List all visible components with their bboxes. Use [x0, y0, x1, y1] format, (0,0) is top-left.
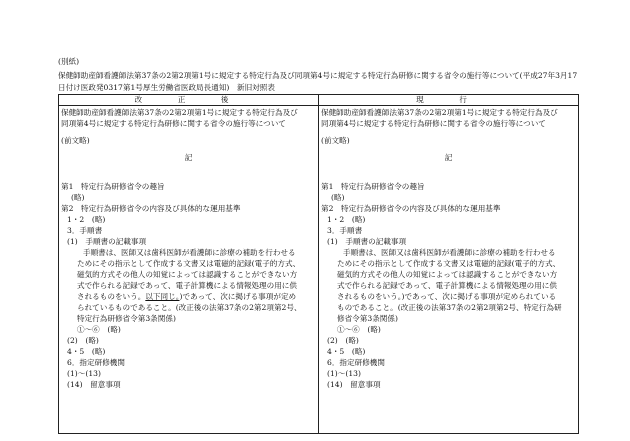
before-item-3: 3．手順書 [327, 226, 363, 235]
before-para-line-5: されるものをいう。)であって、次に掲げる事項が定められている [337, 292, 557, 301]
after-item-4-5: 4・5 (略) [67, 347, 106, 356]
after-section-1: 第1 特定行為研修省令の趣旨 [61, 182, 165, 191]
after-item-3-2: (2) (略) [67, 336, 99, 345]
before-para-line-4: 式で作られる記録であって、電子計算機による情報処理の用に供 [337, 281, 557, 290]
before-item-3-2: (2) (略) [327, 336, 359, 345]
before-section-1-omit: (略) [331, 193, 345, 202]
after-section-1-omit: (略) [71, 193, 85, 202]
after-para-line-1: 手順書は、医師又は歯科医師が看護師に診療の補助を行わせる [83, 248, 296, 257]
after-para-line-6: られているものであること。(改正後の法第37条の2第2項第2号、 [77, 303, 302, 312]
after-para-line-5 [61, 291, 316, 302]
before-title-line-2: 同項第4号に規定する特定行為研修に関する省令の施行等について [321, 119, 546, 128]
after-section-2: 第2 特定行為研修省令の内容及び具体的な運用基準 [61, 204, 241, 213]
after-title-line-1: 保健師助産師看護師法第37条の2第2項第1号に規定する特定行為及び [61, 108, 298, 117]
before-item-6-14: (14) 留意事項 [327, 380, 381, 389]
before-ki: 記 [444, 153, 453, 162]
before-item-6-1: (1)～(13) [327, 369, 361, 378]
column-before [319, 106, 579, 434]
after-preface: (前文略) [61, 136, 90, 145]
after-para-line-2: ためにその指示として作成する文書又は電磁的記録(電子的方式、 [77, 259, 301, 268]
before-para-line-3: 磁気的方式その他人の知覚によっては認識することができない方 [337, 270, 558, 279]
before-para-line-6: ものであること。(改正後の法第37条の2第2項第2号、特定行為研 [337, 303, 562, 312]
header-after: 改 正 後 [59, 95, 319, 106]
after-amendment-underline: 以下同じ。 [145, 292, 180, 301]
after-para-line-7: 特定行為研修省令第3条関係) [77, 314, 176, 323]
document-heading: 保健師助産師看護師法第37条の2第2項第1号に規定する特定行為及び同項第4号に規定する特定行為研修に関する省令の施行等について(平成27年3月17日付け医政発0317第1号厚生労働省医政局長通知) 新旧対照表 [58, 71, 578, 92]
attachment-tag: (別紙) [58, 57, 80, 66]
before-title-line-1: 保健師助産師看護師法第37条の2第2項第1号に規定する特定行為及び [321, 108, 558, 117]
after-para-line-5a: されるものをいう。 [77, 292, 146, 301]
before-section-1: 第1 特定行為研修省令の趣旨 [321, 182, 425, 191]
after-para-line-5b: )であって、次に掲げる事項が定め [179, 292, 297, 301]
before-item-3-1: (1) 手順書の記載事項 [327, 237, 407, 246]
before-item-6: 6．指定研修機関 [327, 358, 385, 367]
comparison-table [58, 94, 579, 434]
before-preface: (前文略) [321, 136, 350, 145]
before-para-line-7: 修省令第3条関係) [337, 314, 398, 323]
after-item-3-1: (1) 手順書の記載事項 [67, 237, 147, 246]
before-item-4-5: 4・5 (略) [327, 347, 366, 356]
before-item-1-2: 1・2 (略) [327, 215, 366, 224]
before-section-2: 第2 特定行為研修省令の内容及び具体的な運用基準 [321, 204, 501, 213]
after-item-6: 6．指定研修機関 [67, 358, 125, 367]
after-title-line-2: 同項第4号に規定する特定行為研修に関する省令の施行等について [61, 119, 286, 128]
after-item-1-2: 1・2 (略) [67, 215, 106, 224]
before-circled-items: ①～⑥ (略) [337, 325, 381, 334]
before-para-line-2: ためにその指示として作成する文書又は電磁的記録(電子的方式、 [337, 259, 561, 268]
after-circled-items: ①～⑥ (略) [77, 325, 121, 334]
after-para-line-3: 磁気的方式その他人の知覚によっては認識することができない方 [77, 270, 298, 279]
after-item-3: 3．手順書 [67, 226, 103, 235]
before-para-line-1: 手順書は、医師又は歯科医師が看護師に診療の補助を行わせる [343, 248, 556, 257]
column-after [59, 106, 319, 434]
after-item-6-1: (1)～(13) [67, 369, 101, 378]
after-item-6-14: (14) 留意事項 [67, 380, 121, 389]
header-before: 現 行 [319, 95, 579, 106]
after-para-line-4: 式で作られる記録であって、電子計算機による情報処理の用に供 [77, 281, 297, 290]
after-ki: 記 [184, 153, 193, 162]
